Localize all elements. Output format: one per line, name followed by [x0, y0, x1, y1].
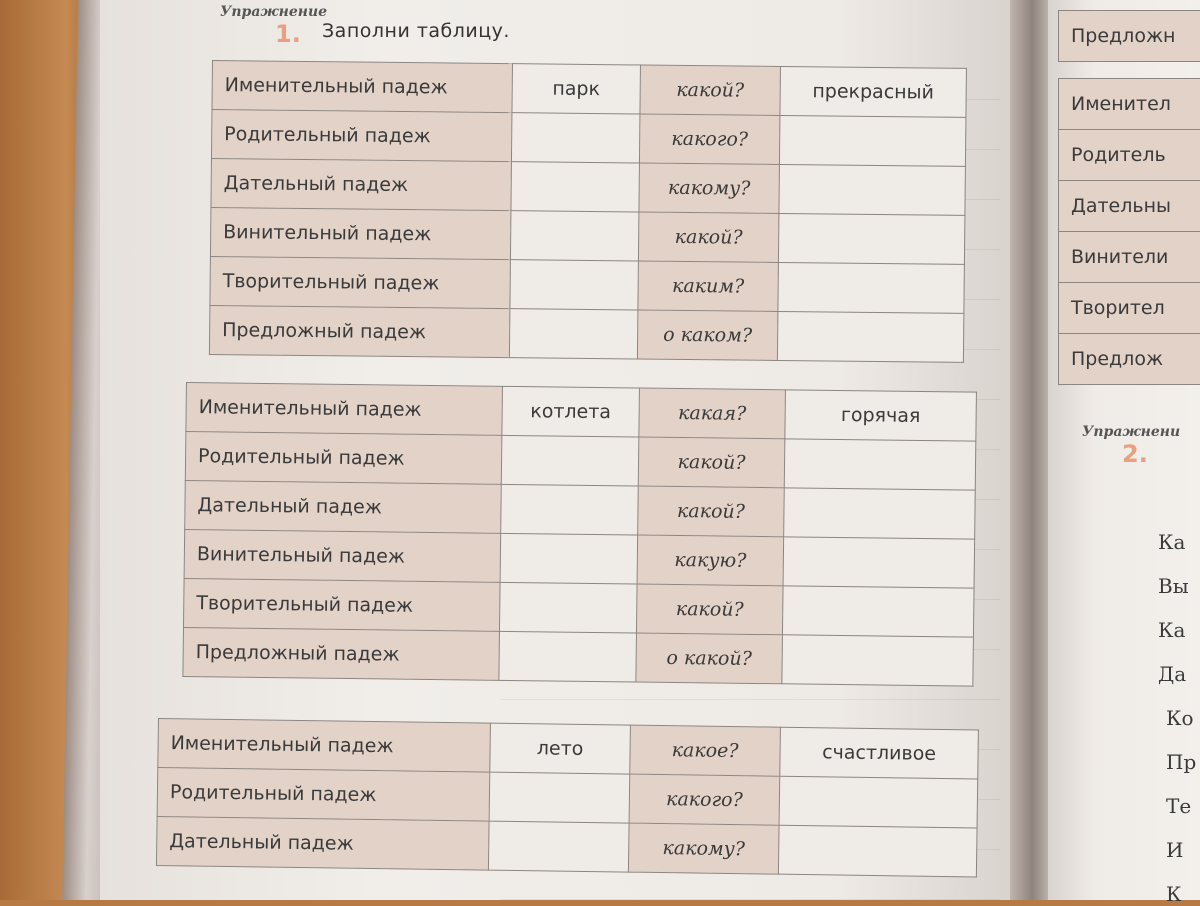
adjective-cell[interactable]: [778, 825, 977, 877]
question-cell: какому?: [628, 823, 779, 874]
noun-cell[interactable]: [510, 211, 639, 261]
declension-table-park: [209, 60, 967, 363]
noun-cell[interactable]: [488, 821, 629, 872]
noun-cell[interactable]: [511, 113, 640, 163]
right-word-fragment: И: [1166, 838, 1183, 862]
case-label: Родительный падеж: [211, 110, 511, 162]
right-word-fragment: Те: [1166, 794, 1191, 818]
right-case-label: Творител: [1059, 283, 1200, 334]
right-word-fragment: Пр: [1166, 750, 1196, 774]
right-top-cell: Предложн: [1059, 11, 1200, 62]
adjective-cell[interactable]: [777, 311, 964, 362]
right-case-label: Родитель: [1059, 130, 1200, 181]
table-row: [1059, 130, 1200, 181]
case-label: Именительный падеж: [158, 719, 491, 773]
question-cell: о каком?: [637, 310, 778, 360]
noun-cell[interactable]: [499, 582, 637, 633]
right-word-fragment: К: [1166, 882, 1181, 906]
case-label: Винительный падеж: [184, 529, 501, 582]
noun-cell: котлета: [502, 386, 640, 437]
right-word-fragment: Ка: [1158, 618, 1185, 642]
question-cell: какого?: [639, 114, 780, 164]
right-exercise-number: 2.: [1122, 440, 1148, 468]
right-case-label: Винители: [1059, 232, 1200, 283]
adjective-cell[interactable]: [779, 115, 966, 166]
table-row: [1059, 79, 1200, 130]
case-label: Дательный падеж: [185, 480, 502, 533]
question-cell: какой?: [638, 212, 779, 262]
declension-table-kotleta: [182, 382, 977, 687]
case-label: Творительный падеж: [184, 578, 501, 631]
right-word-fragment: Ко: [1166, 706, 1194, 730]
question-cell: какому?: [639, 163, 780, 213]
case-label: Дательный падеж: [156, 816, 489, 870]
noun-cell[interactable]: [499, 631, 637, 682]
noun-cell[interactable]: [509, 309, 638, 359]
adjective-cell[interactable]: [778, 213, 965, 264]
exercise-title: Заполни таблицу.: [322, 20, 510, 42]
question-cell: какую?: [637, 535, 784, 586]
question-cell: какое?: [630, 725, 781, 776]
adjective-cell[interactable]: [778, 262, 965, 313]
question-cell: каким?: [638, 261, 779, 311]
table-row: [1059, 283, 1200, 334]
table-row: [211, 158, 965, 215]
noun-cell[interactable]: [511, 162, 640, 212]
question-cell: какая?: [639, 388, 786, 439]
declension-table-leto: [156, 718, 979, 877]
case-label: Дательный падеж: [211, 158, 511, 210]
right-case-label: Именител: [1059, 79, 1200, 130]
adjective-cell: горячая: [785, 390, 977, 441]
noun-cell: парк: [512, 64, 641, 114]
adjective-cell: счастливое: [780, 727, 979, 779]
table-row: [211, 110, 965, 167]
case-label: Именительный падеж: [186, 383, 503, 436]
noun-cell[interactable]: [489, 772, 630, 823]
exercise-heading: Упражнение: [220, 4, 327, 20]
noun-cell[interactable]: [500, 533, 638, 584]
question-cell: какой?: [638, 437, 785, 488]
right-word-fragment: Ка: [1158, 530, 1185, 554]
adjective-cell[interactable]: [784, 439, 976, 490]
right-case-label: Предлож: [1059, 334, 1200, 385]
adjective-cell[interactable]: [782, 635, 974, 686]
right-table-top: [1058, 10, 1200, 62]
exercise-number: 1.: [275, 20, 301, 48]
question-cell: о какой?: [636, 633, 783, 684]
adjective-cell[interactable]: [783, 537, 975, 588]
right-exercise-heading: Упражнени: [1082, 424, 1180, 440]
adjective-cell[interactable]: [779, 164, 966, 215]
table-row: [212, 61, 966, 118]
noun-cell[interactable]: [501, 484, 639, 535]
noun-cell: лето: [490, 723, 631, 774]
table-row: [1059, 334, 1200, 385]
case-label: Именительный падеж: [212, 61, 512, 113]
noun-cell[interactable]: [501, 435, 639, 486]
question-cell: какой?: [640, 65, 781, 115]
question-cell: какого?: [629, 774, 780, 825]
table-row: [209, 305, 963, 362]
case-label: Родительный падеж: [157, 768, 490, 822]
adjective-cell[interactable]: [779, 776, 978, 828]
question-cell: какой?: [636, 584, 783, 635]
case-label: Предложный падеж: [209, 305, 509, 357]
right-case-label: Дательны: [1059, 181, 1200, 232]
right-word-fragment: Вы: [1158, 574, 1189, 598]
table-row: [183, 627, 974, 686]
case-label: Родительный падеж: [185, 432, 502, 485]
case-label: Винительный падеж: [210, 207, 510, 259]
table-row: [210, 256, 964, 313]
table-row: [210, 207, 964, 264]
right-table-cases: [1058, 78, 1200, 385]
adjective-cell: прекрасный: [780, 66, 967, 117]
question-cell: какой?: [638, 486, 785, 537]
table-row: [1059, 181, 1200, 232]
table-row: [1059, 232, 1200, 283]
case-label: Предложный падеж: [183, 627, 500, 680]
noun-cell[interactable]: [510, 260, 639, 310]
case-label: Творительный падеж: [210, 256, 510, 308]
right-word-fragment: Да: [1158, 662, 1186, 686]
adjective-cell[interactable]: [782, 586, 974, 637]
adjective-cell[interactable]: [784, 488, 976, 539]
